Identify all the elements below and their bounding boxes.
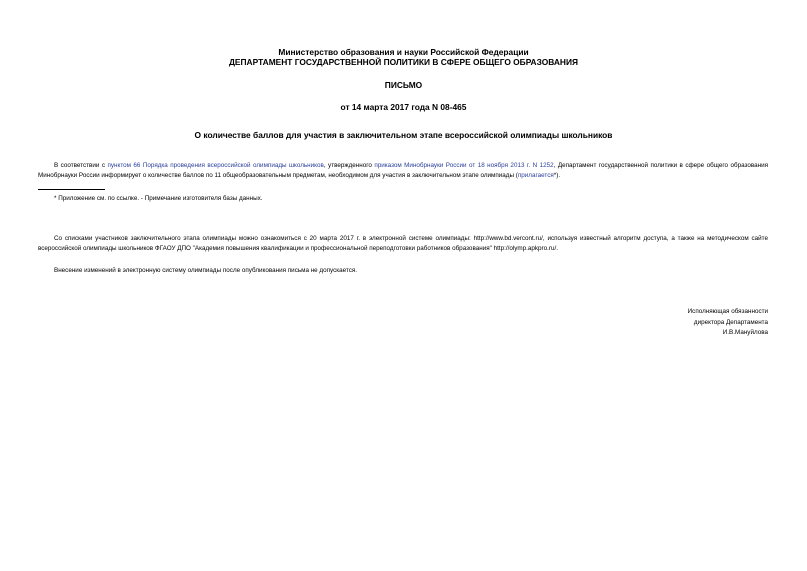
ministry-name: Министерство образования и науки Российской Федерации bbox=[278, 47, 529, 57]
footnote-divider bbox=[38, 189, 105, 190]
signature-name: И.В.Мануйлова bbox=[722, 329, 768, 336]
paragraph-3 bbox=[38, 266, 768, 276]
link-attachment[interactable]: прилагается bbox=[517, 172, 554, 179]
signature-title-line-1: Исполняющая обязанности bbox=[687, 308, 768, 315]
paragraph-2 bbox=[38, 234, 768, 254]
paragraph-1-text-d: *). bbox=[553, 172, 561, 179]
paragraph-1-text-b: , утвержденного bbox=[323, 162, 375, 169]
link-procedure-point-66[interactable]: пунктом 66 Порядка проведения всероссийской олимпиады школьников bbox=[107, 162, 324, 169]
department-name: ДЕПАРТАМЕНТ ГОСУДАРСТВЕННОЙ ПОЛИТИКИ В СФЕРЕ ОБЩЕГО ОБРАЗОВАНИЯ bbox=[228, 57, 579, 67]
document-subject: О количестве баллов для участия в заключительном этапе всероссийской олимпиады школьников bbox=[194, 130, 613, 140]
paragraph-3-text: Внесение изменений в электронную систему олимпиады после опубликования письма не допускается. bbox=[54, 267, 358, 274]
footnote: * Приложение см. по ссылке. - Примечание изготовителя базы данных. bbox=[54, 195, 263, 202]
signature-title-line-2: директора Департамента bbox=[693, 319, 768, 326]
paragraph-2-text: Со списками участников заключительного этапа олимпиады можно ознакомиться с 20 марта 2017 г. в электронной системе олимпиады: http://www.bd.vercont.ru/, используя известный алгоритм доступа, а также на методическом сайте всероссийской олимпиады школьников ФГАОУ ДПО "Академия повышения квалификации и профессиональной переподготовки работников образования" http://olymp.apkpro.ru/. bbox=[38, 235, 768, 252]
link-order-1252[interactable]: приказом Минобрнауки России от 18 ноября 2013 г. N 1252 bbox=[374, 162, 554, 169]
paragraph-1 bbox=[38, 161, 768, 181]
document-date-number: от 14 марта 2017 года N 08-465 bbox=[340, 102, 467, 112]
paragraph-1-text-a: В соответствии с bbox=[54, 162, 108, 169]
paragraph-1-text-c: , Департамент государственной политики в сфере общего образования Минобрнауки России информирует о количестве баллов по 11 общеобразовательным предметам, необходимом для участия в заключительном этапе олимпиады ( bbox=[38, 162, 769, 179]
document-type: ПИСЬМО bbox=[384, 80, 423, 90]
